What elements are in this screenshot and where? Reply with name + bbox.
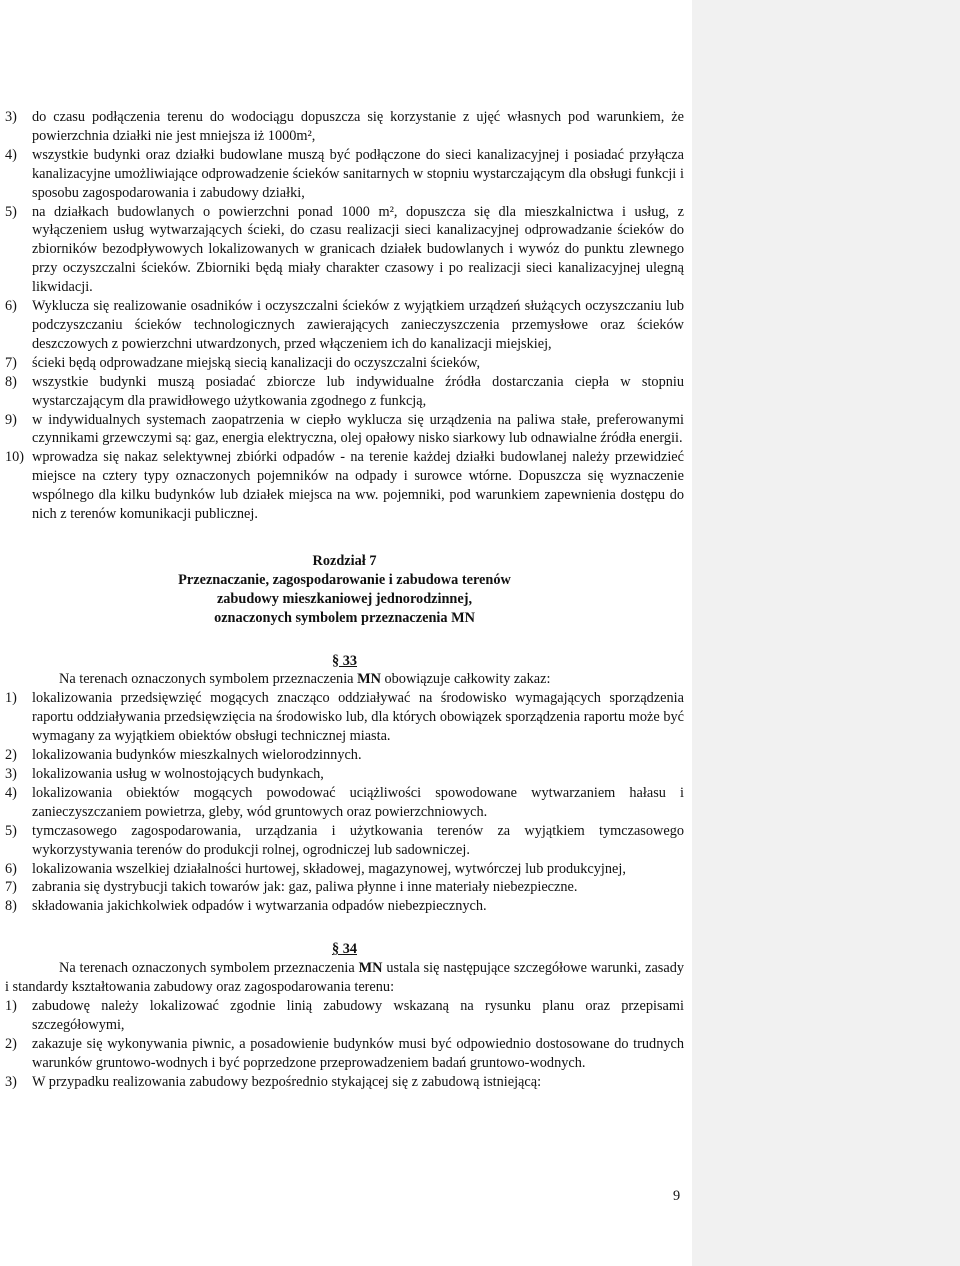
section-34-list <box>5 997 684 1092</box>
list-item: 6) lokalizowania wszelkiej działalności hurtowej, składowej, magazynowej, wytwórczej lub produkcyjnej, <box>5 860 626 877</box>
list-item: 9) w indywidualnych systemach zaopatrzenia w ciepło wyklucza się urządzenia na paliwa stałe, preferowanymi czynnikami grzewczymi są: gaz, energia elektryczna, olej opałowy nisko siarkowy lub odnawialne źródła energii. <box>5 411 684 447</box>
list-item: 2) lokalizowania budynków mieszkalnych wielorodzinnych. <box>5 747 362 764</box>
chapter-heading <box>5 552 684 628</box>
section-33-number: § 33 <box>331 652 358 669</box>
chapter-number: Rozdział 7 <box>312 552 377 569</box>
chapter-title-line-2: zabudowy mieszkaniowej jednorodzinnej, <box>216 590 473 607</box>
spacer <box>5 916 684 940</box>
chapter-title-line-1: Przeznaczanie, zagospodarowanie i zabudowa terenów <box>178 571 511 588</box>
list-item: 5) na działkach budowlanych o powierzchni ponad 1000 m², dopuszcza się dla mieszkalnictwa i usług, z wyłączeniem usług wytwarzających ścieki, do czasu realizacji sieci kanalizacyjnej odprowadzanie ścieków do zbiorników bezodpływowych lokalizowanych w granicach działek budowlanych i wywóz do punktu zlewnego przy oczyszczalni ścieków. Zbiorniki będą miały charakter czasowy i po realizacji sieci kanalizacyjnej ulegną likwidacji. <box>5 203 684 296</box>
list-item: 1) lokalizowania przedsięwzięć mogących znacząco oddziaływać na środowisko wymagających sporządzenia raportu oddziaływania przedsięwzięcia na środowisko lub, dla których obowiązek sporządzenia raportu może być wymagany za wyjątkiem obiektów obsługi technicznej miasta. <box>5 690 684 745</box>
list-item: 10) wprowadza się nakaz selektywnej zbiórki odpadów - na terenie każdej działki budowlanej należy przewidzieć miejsce na cztery typy oznaczonych pojemników na odpady i surowce wtórne. Dopuszcza się wyznaczenie wspólnego dla kilku budynków lub działek miejsca na ww. pojemniki, pod warunkiem zapewnienia dostępu do nich z terenów komunikacji publicznej. <box>5 449 684 523</box>
list-item: 2) zakazuje się wykonywania piwnic, a posadowienie budynków musi być odpowiednio dostosowane do trudnych warunków gruntowo-wodnych i być poprzedzone przeprowadzeniem badań gruntowo-wodnych. <box>5 1035 684 1071</box>
list-item: 8) składowania jakichkolwiek odpadów i wytwarzania odpadów niebezpiecznych. <box>5 898 487 915</box>
list-item: 5) tymczasowego zagospodarowania, urządzania i użytkowania terenów za wyjątkiem tymczasowego wykorzystywania terenów do produkcji rolnej, ogrodniczej lub sadowniczej. <box>5 822 684 858</box>
section-33-intro: Na terenach oznaczonych symbolem przeznaczenia MN obowiązuje całkowity zakaz: <box>59 671 551 688</box>
list-item: 3) do czasu podłączenia terenu do wodociągu dopuszcza się korzystanie z ujęć własnych pod warunkiem, że powierzchnia działki nie jest mniejsza iż 1000m², <box>5 109 684 144</box>
document-body <box>5 108 684 1092</box>
list-item: 6) Wyklucza się realizowanie osadników i oczyszczalni ścieków z wyjątkiem urządzeń służących oczyszczaniu lub podczyszczaniu ścieków technologicznych zawierających zanieczyszczenia przemysłowe oraz ścieków deszczowych z powierzchni utwardzonych, przed włączeniem ich do kanalizacji miejskiej, <box>5 298 684 352</box>
list-item: 3) W przypadku realizowania zabudowy bezpośrednio stykającej się z zabudową istniejącą: <box>5 1073 542 1090</box>
list-item: 8) wszystkie budynki muszą posiadać zbiorcze lub indywidualne źródła dostarczania ciepła w stopniu wystarczającym dla prawidłowego użytkowania zgodnego z funkcją, <box>5 373 684 409</box>
section-34-number: § 34 <box>331 941 358 958</box>
list-item: 7) zabrania się dystrybucji takich towarów jak: gaz, paliwa płynne i inne materiały niebezpieczne. <box>5 879 578 896</box>
section-34-intro: Na terenach oznaczonych symbolem przeznaczenia MN ustala się następujące szczegółowe warunki, zasady i standardy kształtowania zabudowy oraz zagospodarowania terenu: <box>5 960 684 996</box>
list-item: 4) wszystkie budynki oraz działki budowlane muszą być podłączone do sieci kanalizacyjnej i posiadać przyłącza kanalizacyjne umożliwiające odprowadzenie ścieków sanitarnych w stopniu wystarczającym dla obsługi funkcji i sposobu zagospodarowania i zabudowy działki, <box>5 146 684 201</box>
list-item: 1) zabudowę należy lokalizować zgodnie linią zabudowy wskazaną na rysunku planu oraz przepisami szczegółowymi, <box>5 997 684 1033</box>
chapter-title-line-3: oznaczonych symbolem przeznaczenia MN <box>214 609 475 626</box>
list-item: 4) lokalizowania obiektów mogących powodować uciążliwości spowodowane wytwarzaniem hałasu i zanieczyszczaniem powietrza, gleby, wód gruntowych oraz powierzchniowych. <box>5 784 684 820</box>
page-number: 9 <box>673 1188 681 1204</box>
list-item: 3) lokalizowania usług w wolnostojących budynkach, <box>5 766 324 782</box>
rules-list <box>5 108 684 524</box>
comment-margin-panel <box>692 0 960 1266</box>
section-33-list <box>5 689 684 916</box>
list-item: 7) ścieki będą odprowadzane miejską siecią kanalizacji do oczyszczalni ścieków, <box>5 354 481 371</box>
